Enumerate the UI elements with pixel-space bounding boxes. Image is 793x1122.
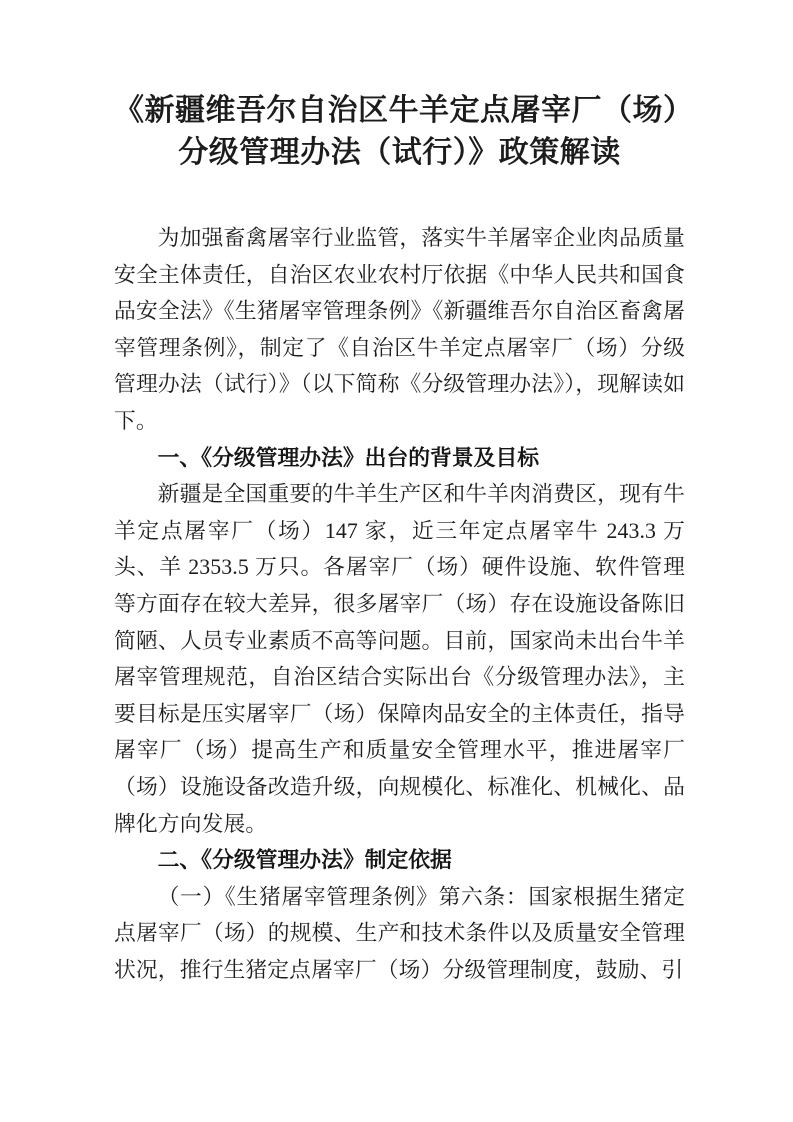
document-title [114, 90, 694, 174]
document-title-line-1: 《新疆维吾尔自治区牛羊定点屠宰厂（场） [114, 94, 694, 127]
section-heading-basis: 二、《分级管理办法》制定依据 [157, 847, 452, 873]
paragraph-intro: 为加强畜禽屠宰行业监管，落实牛羊屠宰企业肉品质量安全主体责任，自治区农业农村厅依据《中华人民共和国食品安全法》《生猪屠宰管理条例》《新疆维吾尔自治区畜禽屠宰管理条例》，制定了《自治区牛羊定点屠宰厂（场）分级管理办法（试行）》（以下简称《分级管理办法》），现解读如下。 [114, 226, 685, 433]
paragraph-background: 新疆是全国重要的牛羊生产区和牛羊肉消费区，现有牛羊定点屠宰厂（场）147 家，近三年定点屠宰牛 243.3 万头、羊 2353.5 万只。各屠宰厂（场）硬件设施、软件管理等方面存在较大差异，很多屠宰厂（场）存在设施设备陈旧简陋、人员专业素质不高等问题。目前，国家尚未出台牛羊屠宰管理规范，自治区结合实际出台《分级管理办法》，主要目标是压实屠宰厂（场）保障肉品安全的主体责任，指导屠宰厂（场）提高生产和质量安全管理水平，推进屠宰厂（场）设施设备改造升级，向规模化、标准化、机械化、品牌化方向发展。 [114, 482, 685, 836]
paragraph-basis: （一）《生猪屠宰管理条例》第六条：国家根据生猪定点屠宰厂（场）的规模、生产和技术条件以及质量安全管理状况，推行生猪定点屠宰厂（场）分级管理制度，鼓励、引 [114, 884, 685, 982]
document-body [114, 220, 685, 988]
section-heading-background: 一、《分级管理办法》出台的背景及目标 [157, 444, 540, 470]
document-title-line-2: 分级管理办法（试行）》政策解读 [178, 136, 621, 169]
